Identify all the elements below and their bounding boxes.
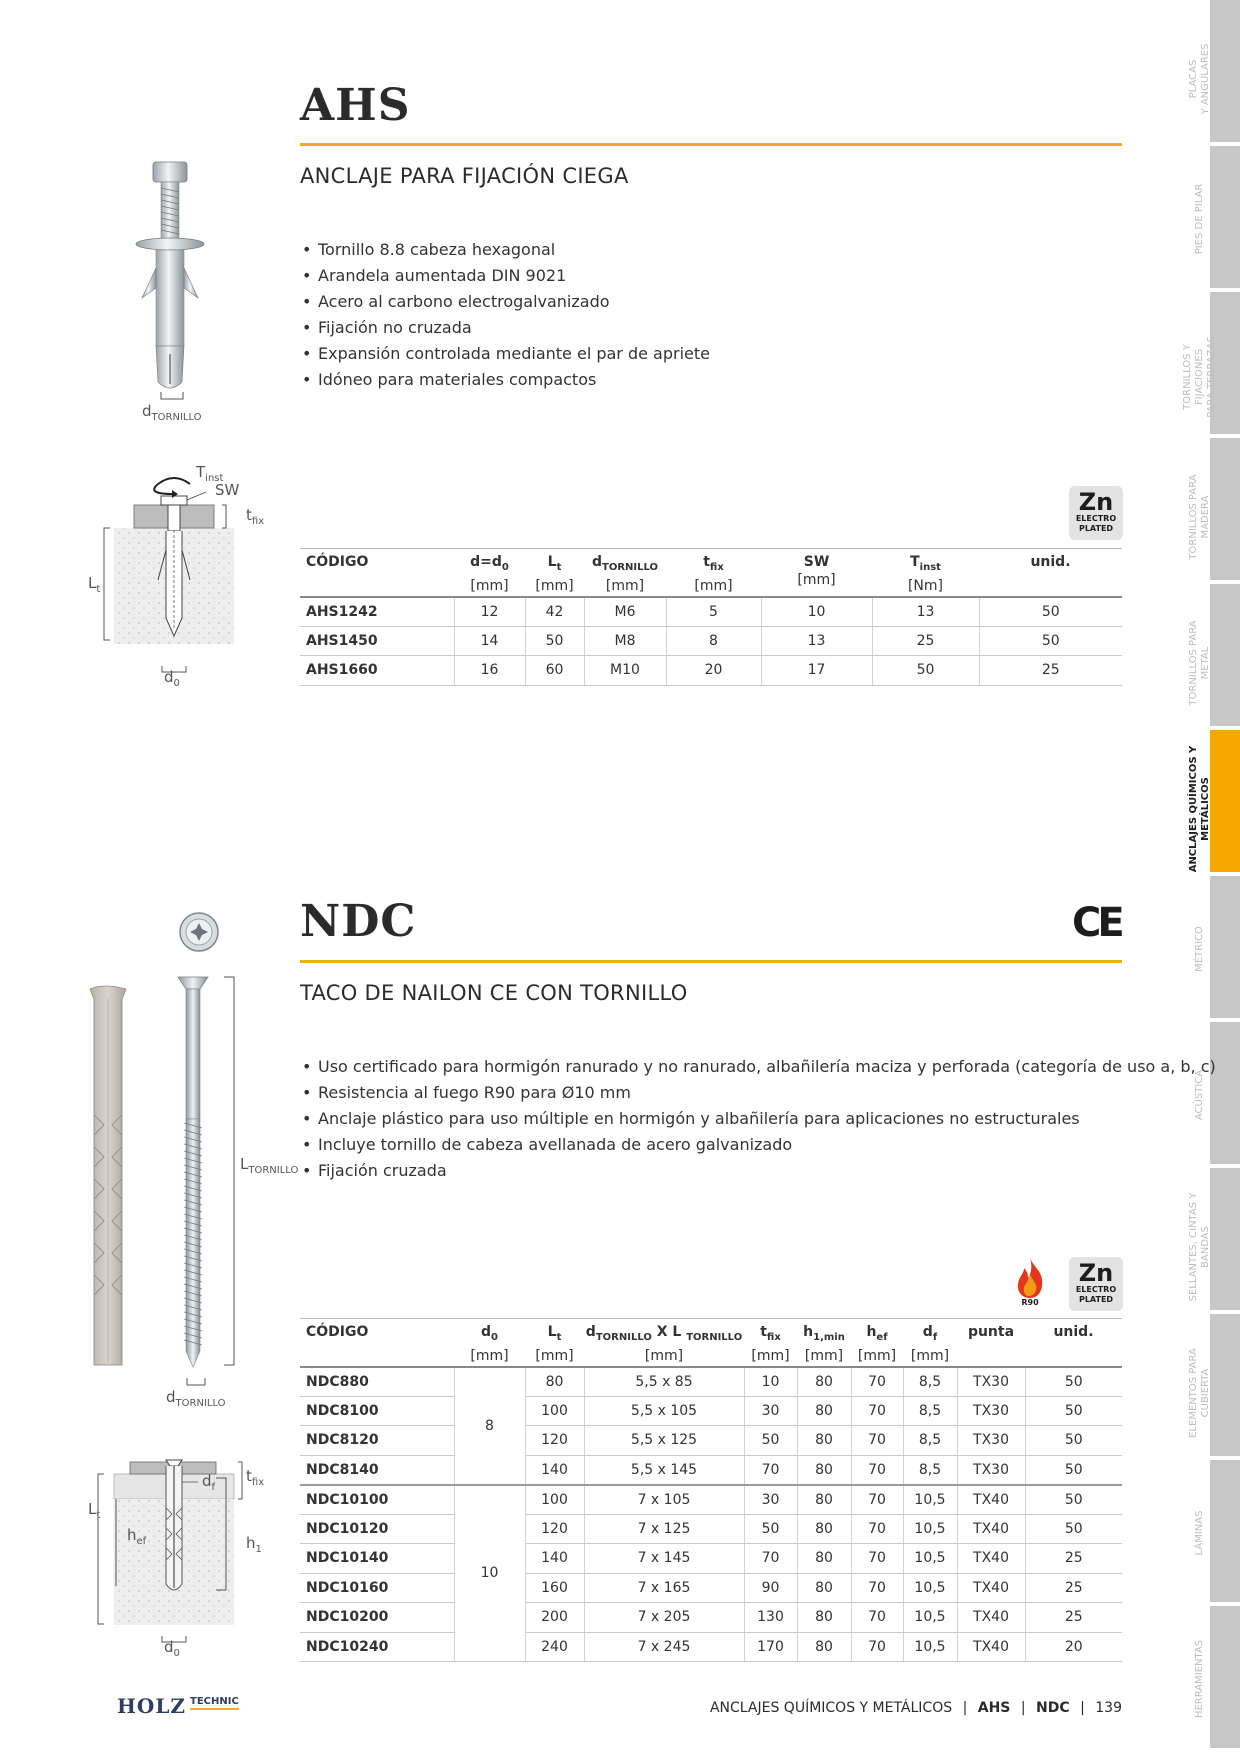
chapter-tab[interactable] <box>1210 876 1240 1020</box>
table-cell: 130 <box>744 1603 797 1633</box>
table-cell: TX40 <box>957 1514 1025 1544</box>
table-cell: 50 <box>1025 1367 1122 1397</box>
table-cell: AHS1660 <box>300 656 454 686</box>
table-cell: 5,5 x 145 <box>584 1455 744 1485</box>
column-header: $d_0$ [mm] <box>454 1319 525 1367</box>
table-cell: TX40 <box>957 1603 1025 1633</box>
table-cell: 70 <box>851 1396 903 1426</box>
table-cell: 50 <box>1025 1396 1122 1426</box>
table-cell: 25 <box>872 626 979 656</box>
table-cell: NDC10160 <box>300 1573 454 1603</box>
table-cell: NDC880 <box>300 1367 454 1397</box>
table-cell: 50 <box>1025 1485 1122 1515</box>
column-header: CÓDIGO <box>300 1319 454 1367</box>
ndc-spec-table <box>300 1318 1122 1662</box>
list-item: • Acero al carbono electrogalvanizado <box>300 289 710 315</box>
chapter-tab-label: LÁMINAS <box>1194 1510 1205 1556</box>
table-row <box>300 1455 1122 1485</box>
chapter-tab-label: TORNILLOS PARA METAL <box>1188 620 1211 706</box>
table-cell: 80 <box>797 1603 851 1633</box>
table-cell: 80 <box>797 1455 851 1485</box>
table-cell: 50 <box>1025 1514 1122 1544</box>
ndc-hef-label: $h_{ef}$ <box>127 1526 147 1547</box>
column-header: $L_t$ [mm] <box>525 1319 584 1367</box>
table-cell: 60 <box>525 656 584 686</box>
table-cell: AHS1450 <box>300 626 454 656</box>
table-cell: 140 <box>525 1455 584 1485</box>
ndc-t-fix-label: $t_{fix}$ <box>246 1467 265 1488</box>
table-cell: 70 <box>851 1426 903 1456</box>
list-item: • Incluye tornillo de cabeza avellanada de acero galvanizado <box>300 1132 1216 1158</box>
table-cell: 80 <box>525 1367 584 1397</box>
column-header: $d_{TORNILLO}$ [mm] <box>584 549 666 597</box>
list-item: • Uso certificado para hormigón ranurado y no ranurado, albañilería maciza y perforada (categoría de uso a, b, c) <box>300 1054 1216 1080</box>
chapter-tab-label: PIES DE PILAR <box>1194 183 1205 255</box>
table-row <box>300 1632 1122 1662</box>
table-row <box>300 597 1122 627</box>
chapter-tab[interactable] <box>1210 584 1240 728</box>
column-header: $d_f$ [mm] <box>903 1319 957 1367</box>
column-header: $h_{ef}$ [mm] <box>851 1319 903 1367</box>
chapter-tab[interactable] <box>1210 438 1240 582</box>
table-cell: 200 <box>525 1603 584 1633</box>
table-cell: NDC8100 <box>300 1396 454 1426</box>
table-cell: 70 <box>851 1455 903 1485</box>
table-cell: 5,5 x 85 <box>584 1367 744 1397</box>
table-cell: NDC8140 <box>300 1455 454 1485</box>
table-cell: 10 <box>744 1367 797 1397</box>
ahs-title: AHS <box>300 80 411 131</box>
column-header: unid. <box>1025 1319 1122 1367</box>
chapter-tab[interactable] <box>1210 730 1240 874</box>
list-item: • Idóneo para materiales compactos <box>300 367 710 393</box>
table-cell: 20 <box>1025 1632 1122 1662</box>
ndc-screw-head-image <box>178 911 220 953</box>
zn-electroplated-badge: Zn ELECTRO PLATED <box>1069 1257 1123 1311</box>
table-cell: M6 <box>584 597 666 627</box>
table-cell: 80 <box>797 1485 851 1515</box>
list-item: • Anclaje plástico para uso múltiple en hormigón y albañilería para aplicaciones no estructurales <box>300 1106 1216 1132</box>
table-cell: 50 <box>1025 1426 1122 1456</box>
chapter-tab[interactable] <box>1210 1314 1240 1458</box>
column-header: $t_{fix}$ [mm] <box>666 549 761 597</box>
table-cell: 70 <box>851 1573 903 1603</box>
list-item: • Tornillo 8.8 cabeza hexagonal <box>300 237 710 263</box>
table-row <box>300 1544 1122 1574</box>
table-cell: 70 <box>851 1367 903 1397</box>
ahs-sw-label: SW <box>215 481 240 499</box>
table-cell: 8 <box>666 626 761 656</box>
ndc-length-bracket <box>222 975 242 1370</box>
chapter-tab[interactable] <box>1210 1460 1240 1604</box>
ndc-d-tornillo-label: $d_{TORNILLO}$ <box>166 1388 226 1409</box>
table-cell-d0: 8 <box>454 1367 525 1485</box>
table-cell: 70 <box>744 1455 797 1485</box>
table-cell: 50 <box>979 597 1122 627</box>
column-header: $d=d_0$ [mm] <box>454 549 525 597</box>
table-cell: 7 x 125 <box>584 1514 744 1544</box>
table-cell: 7 x 165 <box>584 1573 744 1603</box>
table-row <box>300 1426 1122 1456</box>
table-cell: 5,5 x 125 <box>584 1426 744 1456</box>
ndc-d0-label: $d_0$ <box>164 1638 180 1659</box>
table-row <box>300 1573 1122 1603</box>
table-cell: 16 <box>454 656 525 686</box>
table-cell: 50 <box>744 1514 797 1544</box>
table-cell: NDC10140 <box>300 1544 454 1574</box>
ahs-d-tornillo-label: $d_{TORNILLO}$ <box>142 402 202 423</box>
table-cell: 120 <box>525 1426 584 1456</box>
table-cell: 160 <box>525 1573 584 1603</box>
table-cell: 10,5 <box>903 1544 957 1574</box>
footer-product: AHS <box>977 1700 1011 1716</box>
fire-resistance-icon <box>1012 1256 1048 1306</box>
table-cell: 25 <box>979 656 1122 686</box>
chapter-tab-label: SELLANTES, CINTAS Y BANDAS <box>1188 1192 1211 1302</box>
table-cell: 20 <box>666 656 761 686</box>
column-header: $h_{1,min}$ [mm] <box>797 1319 851 1367</box>
table-cell: NDC10100 <box>300 1485 454 1515</box>
table-cell: 14 <box>454 626 525 656</box>
ndc-dimension-bracket <box>184 1376 208 1388</box>
table-cell: 240 <box>525 1632 584 1662</box>
column-header: $T_{inst}$ [Nm] <box>872 549 979 597</box>
table-cell: 50 <box>872 656 979 686</box>
list-item: • Fijación no cruzada <box>300 315 710 341</box>
table-cell: 80 <box>797 1514 851 1544</box>
table-cell: 80 <box>797 1632 851 1662</box>
table-cell: 50 <box>1025 1455 1122 1485</box>
ndc-feature-list <box>300 1054 1216 1184</box>
column-header: SW [mm] <box>761 549 872 597</box>
table-cell: AHS1242 <box>300 597 454 627</box>
zn-electroplated-badge: Zn ELECTRO PLATED <box>1069 486 1123 540</box>
table-row <box>300 1367 1122 1397</box>
list-item: • Expansión controlada mediante el par de apriete <box>300 341 710 367</box>
chapter-tab[interactable] <box>1210 1606 1240 1750</box>
table-cell: 25 <box>1025 1544 1122 1574</box>
table-cell: 30 <box>744 1485 797 1515</box>
ahs-dimension-bracket <box>158 390 186 402</box>
table-cell: TX30 <box>957 1396 1025 1426</box>
table-cell: 5 <box>666 597 761 627</box>
footer-separator: | <box>1080 1700 1085 1716</box>
table-cell: TX40 <box>957 1544 1025 1574</box>
ndc-subtitle: TACO DE NAILON CE CON TORNILLO <box>300 981 688 1005</box>
ndc-h1-label: $h_1$ <box>246 1534 262 1555</box>
table-cell: 140 <box>525 1544 584 1574</box>
fire-rating-label: R90 <box>1021 1298 1039 1306</box>
table-cell: 10,5 <box>903 1485 957 1515</box>
table-cell: 42 <box>525 597 584 627</box>
chapter-tab[interactable] <box>1210 1168 1240 1312</box>
table-cell: TX40 <box>957 1485 1025 1515</box>
table-cell: 80 <box>797 1367 851 1397</box>
table-cell: 80 <box>797 1573 851 1603</box>
table-cell: 10,5 <box>903 1632 957 1662</box>
table-cell: TX40 <box>957 1632 1025 1662</box>
table-row <box>300 626 1122 656</box>
ahs-lt-label: $L_t$ <box>88 574 101 595</box>
table-cell: M8 <box>584 626 666 656</box>
ahs-technical-drawing <box>86 460 276 690</box>
table-cell: 70 <box>851 1485 903 1515</box>
table-cell: 120 <box>525 1514 584 1544</box>
table-row <box>300 1396 1122 1426</box>
ahs-feature-list <box>300 237 710 393</box>
table-row <box>300 1603 1122 1633</box>
ndc-lt-label: $L_t$ <box>88 1500 101 1521</box>
list-item: • Resistencia al fuego R90 para Ø10 mm <box>300 1080 1216 1106</box>
table-cell: NDC8120 <box>300 1426 454 1456</box>
table-cell: 17 <box>761 656 872 686</box>
table-cell: 70 <box>851 1514 903 1544</box>
chapter-tab-label: ANCLAJES QUÍMICOS Y METÁLICOS <box>1188 745 1211 873</box>
table-cell: 8,5 <box>903 1396 957 1426</box>
table-cell: 70 <box>744 1544 797 1574</box>
ahs-title-rule <box>300 143 1122 146</box>
footer-separator: | <box>962 1700 968 1716</box>
table-cell: 30 <box>744 1396 797 1426</box>
table-cell: 7 x 105 <box>584 1485 744 1515</box>
table-cell: M10 <box>584 656 666 686</box>
table-cell: 10,5 <box>903 1573 957 1603</box>
table-cell: 5,5 x 105 <box>584 1396 744 1426</box>
column-header: punta <box>957 1319 1025 1367</box>
column-header: $t_{fix}$ [mm] <box>744 1319 797 1367</box>
chapter-tab[interactable] <box>1210 146 1240 290</box>
ahs-t-inst-label: $T_{inst}$ <box>196 463 224 484</box>
table-row <box>300 1514 1122 1544</box>
table-cell: 70 <box>851 1632 903 1662</box>
chapter-tab-label: MÉTRICO <box>1194 926 1205 972</box>
table-cell: 70 <box>851 1544 903 1574</box>
chapter-tab-label: TORNILLOS Y FIJACIONES PARA TERRAZAS <box>1182 336 1217 418</box>
table-cell: 80 <box>797 1396 851 1426</box>
table-cell: 13 <box>872 597 979 627</box>
table-cell: 80 <box>797 1544 851 1574</box>
ce-mark: CE <box>1072 900 1121 946</box>
table-cell: TX30 <box>957 1426 1025 1456</box>
ahs-subtitle: ANCLAJE PARA FIJACIÓN CIEGA <box>300 164 629 188</box>
column-header: CÓDIGO <box>300 549 454 597</box>
table-cell: 25 <box>1025 1603 1122 1633</box>
column-header: $L_t$ [mm] <box>525 549 584 597</box>
table-cell: 70 <box>851 1603 903 1633</box>
table-cell: NDC10200 <box>300 1603 454 1633</box>
table-cell: NDC10240 <box>300 1632 454 1662</box>
holz-logo: HOLZ <box>117 1694 186 1718</box>
table-cell: 50 <box>979 626 1122 656</box>
page-footer <box>710 1700 1122 1716</box>
chapter-tab-label: ELEMENTOS PARA CUBIERTA <box>1188 1348 1211 1438</box>
ndc-title: NDC <box>300 896 417 947</box>
table-cell: 90 <box>744 1573 797 1603</box>
table-cell: 10 <box>761 597 872 627</box>
table-cell: 8,5 <box>903 1426 957 1456</box>
chapter-tab-label: TORNILLOS PARA MADERA <box>1188 474 1211 560</box>
ndc-title-rule <box>300 960 1122 963</box>
table-cell: NDC10120 <box>300 1514 454 1544</box>
table-cell: 7 x 145 <box>584 1544 744 1574</box>
table-cell: 12 <box>454 597 525 627</box>
ahs-t-fix-label: $t_{fix}$ <box>246 506 265 527</box>
page-number: 139 <box>1095 1700 1122 1716</box>
ahs-product-image <box>130 158 210 398</box>
table-row <box>300 656 1122 686</box>
table-cell: 100 <box>525 1485 584 1515</box>
table-cell: 7 x 205 <box>584 1603 744 1633</box>
footer-product: NDC <box>1036 1700 1070 1716</box>
table-cell-d0: 10 <box>454 1485 525 1662</box>
table-cell: TX40 <box>957 1573 1025 1603</box>
column-header: unid. <box>979 549 1122 597</box>
table-cell: 8,5 <box>903 1455 957 1485</box>
chapter-tab-label: PLACAS Y ANGULARES <box>1188 43 1211 115</box>
ahs-d0-label: $d_0$ <box>164 668 180 689</box>
table-cell: 8,5 <box>903 1367 957 1397</box>
table-row <box>300 1485 1122 1515</box>
footer-section: ANCLAJES QUÍMICOS Y METÁLICOS <box>709 1700 953 1716</box>
table-cell: 10,5 <box>903 1603 957 1633</box>
list-item: • Arandela aumentada DIN 9021 <box>300 263 710 289</box>
table-cell: 80 <box>797 1426 851 1456</box>
table-cell: 100 <box>525 1396 584 1426</box>
chapter-tab-label: HERRAMIENTAS <box>1194 1639 1205 1719</box>
ahs-spec-table <box>300 548 1122 686</box>
table-cell: TX30 <box>957 1367 1025 1397</box>
chapter-tabs <box>1182 0 1240 1754</box>
chapter-tab-label: ACÚSTICA <box>1194 1069 1205 1121</box>
table-cell: 50 <box>744 1426 797 1456</box>
table-cell: 7 x 245 <box>584 1632 744 1662</box>
footer-separator: | <box>1020 1700 1026 1716</box>
ndc-l-tornillo-label: $L_{TORNILLO}$ <box>240 1155 299 1176</box>
list-item: • Fijación cruzada <box>300 1158 1216 1184</box>
column-header: $d_{TORNILLO}$ X L $_{TORNILLO}$ [mm] <box>584 1319 744 1367</box>
table-cell: TX30 <box>957 1455 1025 1485</box>
table-cell: 13 <box>761 626 872 656</box>
table-cell: 25 <box>1025 1573 1122 1603</box>
table-cell: 170 <box>744 1632 797 1662</box>
table-cell: 10,5 <box>903 1514 957 1544</box>
ndc-df-label: $d_f$ <box>202 1472 216 1493</box>
holz-logo-subtitle: TECHNIC <box>190 1696 239 1710</box>
table-cell: 50 <box>525 626 584 656</box>
chapter-tab[interactable] <box>1210 0 1240 144</box>
